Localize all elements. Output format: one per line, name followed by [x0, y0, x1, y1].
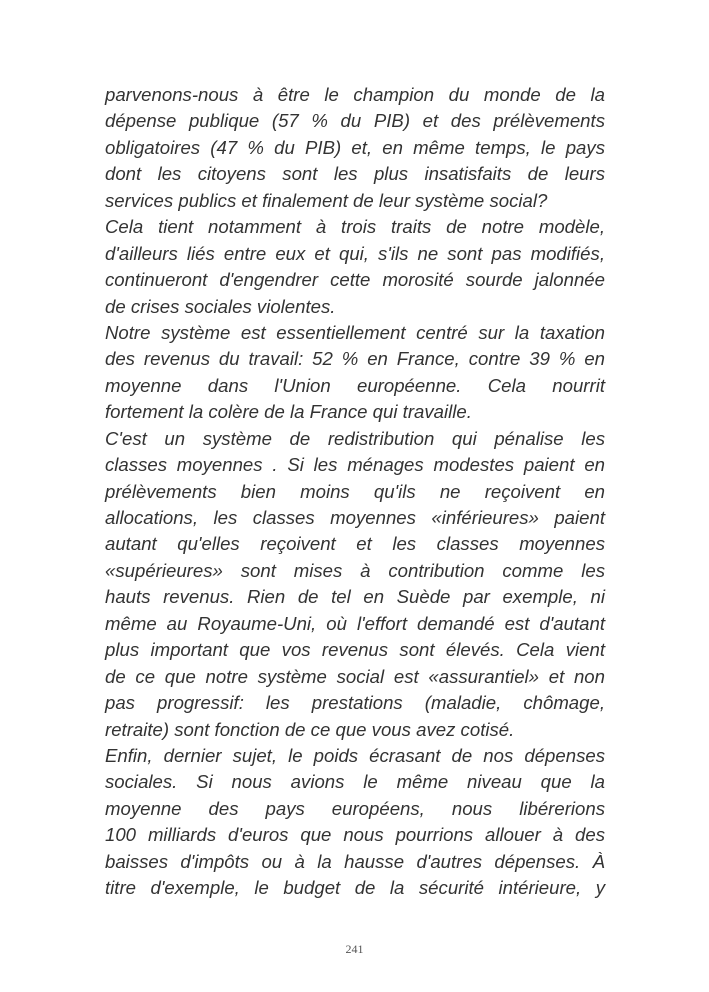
text-line: de ce que notre système social est «assurantiel» et non: [105, 665, 605, 687]
text-line: pas progressif: les prestations (maladie, chômage,: [105, 692, 605, 714]
text-line: Notre système est essentiellement centré sur la taxation: [105, 321, 605, 343]
text-line: 100 milliards d'euros que nous pourrions allouer à des: [105, 824, 605, 846]
text-line: fortement la colère de la France qui travaille.: [105, 401, 472, 423]
text-line: Enfin, dernier sujet, le poids écrasant de nos dépenses: [105, 744, 605, 766]
text-line: autant qu'elles reçoivent et les classes moyennes: [105, 533, 605, 555]
text-line: même au Royaume-Uni, où l'effort demandé est d'autant: [105, 612, 605, 634]
text-line: baisses d'impôts ou à la hausse d'autres dépenses. À: [105, 850, 605, 872]
text-line: «supérieures» sont mises à contribution comme les: [105, 559, 605, 581]
text-line: classes moyennes . Si les ménages modestes paient en: [105, 454, 605, 476]
text-line: allocations, les classes moyennes «inférieures» paient: [105, 507, 605, 528]
text-line: continueront d'engendrer cette morosité sourde jalonnée: [105, 269, 605, 291]
text-line: des revenus du travail: 52 % en France, contre 39 % en: [105, 348, 605, 370]
text-line: sociales. Si nous avions le même niveau que la: [105, 771, 605, 793]
text-line: C'est un système de redistribution qui pénalise les: [105, 427, 605, 449]
text-line: obligatoires (47 % du PIB) et, en même temps, le pays: [105, 136, 605, 158]
text-line: parvenons-nous à être le champion du monde de la: [105, 84, 605, 105]
text-line: dépense publique (57 % du PIB) et des prélèvements: [105, 110, 605, 132]
text-line: titre d'exemple, le budget de la sécurité intérieure, y: [105, 877, 605, 899]
text-line: moyenne des pays européens, nous libérerions: [105, 797, 605, 819]
text-line: plus important que vos revenus sont élevés. Cela vient: [105, 639, 605, 661]
text-line: de crises sociales violentes.: [105, 295, 336, 317]
text-line: d'ailleurs liés entre eux et qui, s'ils ne sont pas modifiés,: [105, 242, 605, 264]
text-line: services publics et finalement de leur système social?: [105, 189, 548, 211]
page-number: 241: [345, 942, 364, 956]
body-text: [105, 82, 605, 902]
text-line: Cela tient notamment à trois traits de notre modèle,: [105, 216, 605, 238]
text-line: moyenne dans l'Union européenne. Cela nourrit: [105, 374, 605, 396]
text-line: prélèvements bien moins qu'ils ne reçoivent en: [105, 480, 605, 502]
text-line: dont les citoyens sont les plus insatisfaits de leurs: [105, 163, 605, 185]
text-line: hauts revenus. Rien de tel en Suède par exemple, ni: [105, 586, 605, 608]
text-line: retraite) sont fonction de ce que vous avez cotisé.: [105, 718, 515, 740]
